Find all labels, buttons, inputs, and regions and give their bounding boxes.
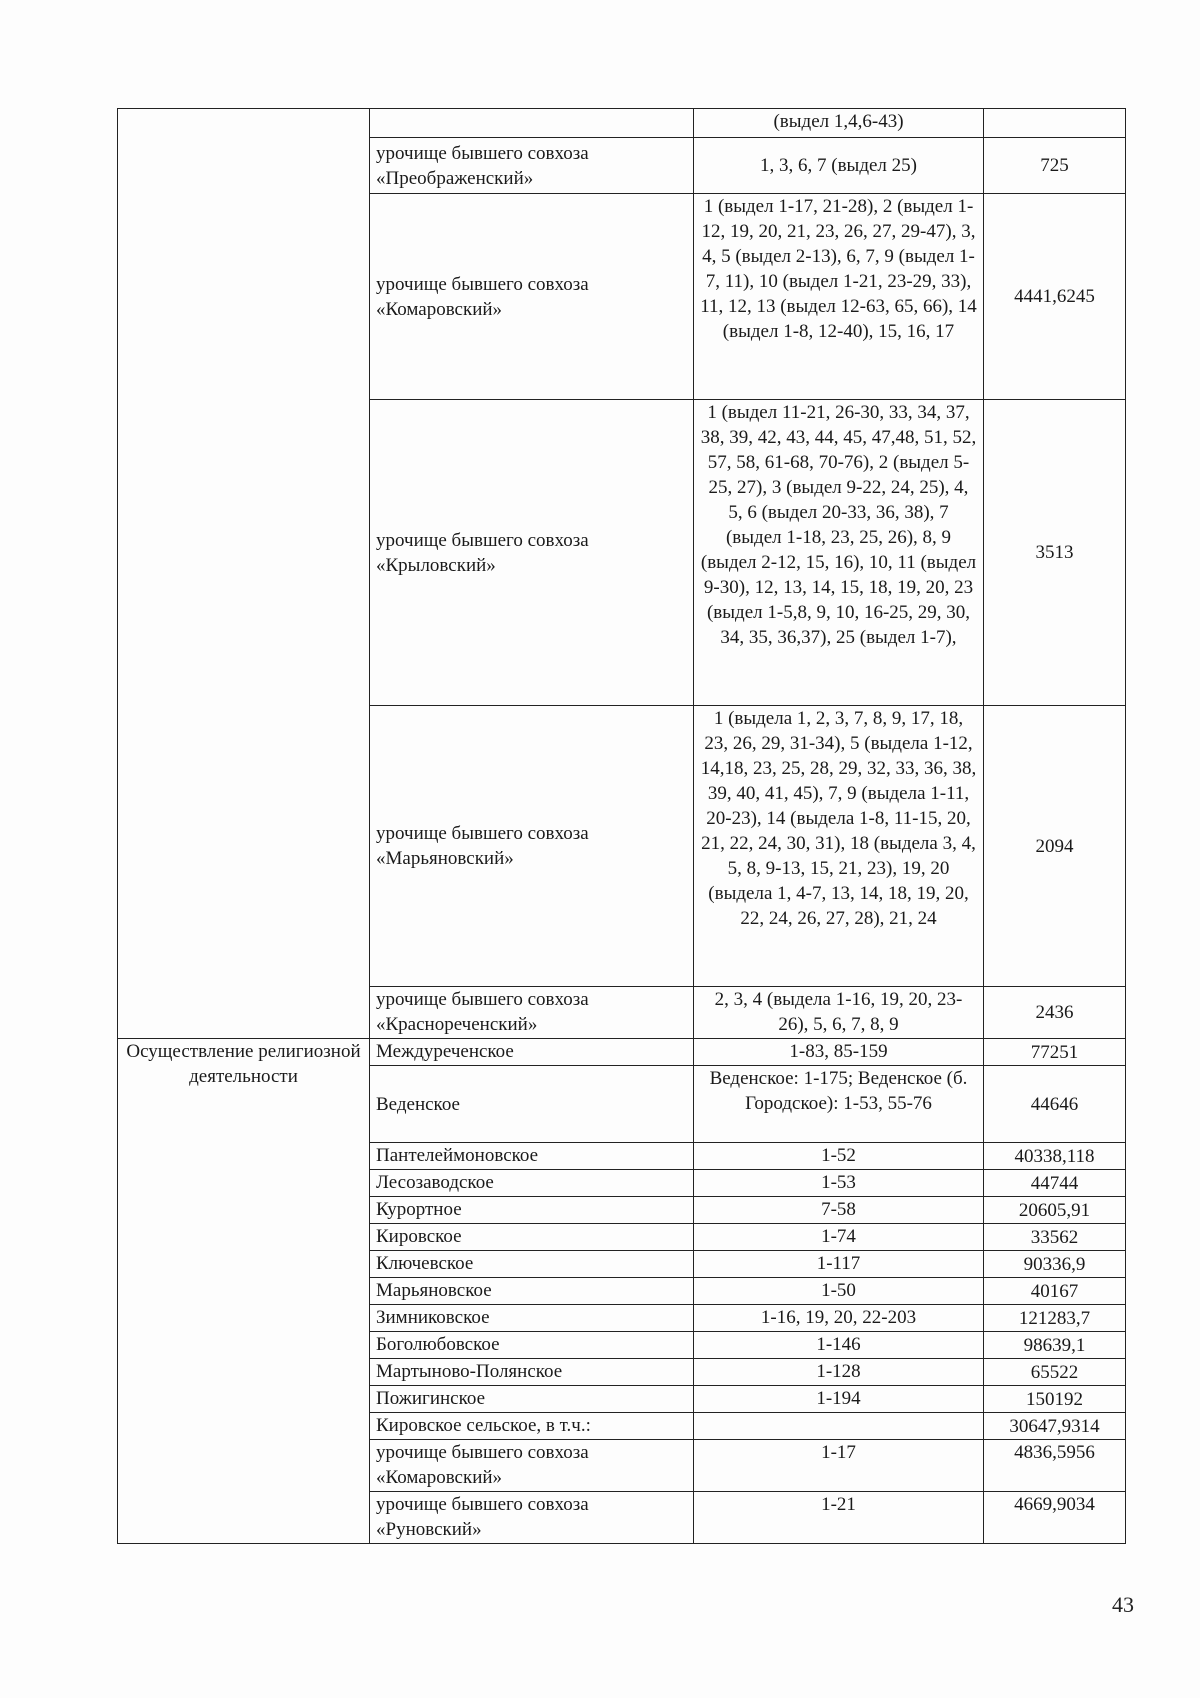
plots-cell: 1, 3, 6, 7 (выдел 25) [694, 138, 984, 194]
name-cell: Пантелеймоновское [370, 1143, 694, 1170]
activity-cell [118, 109, 370, 1039]
plots-cell: 1-194 [694, 1386, 984, 1413]
name-cell: Лесозаводское [370, 1170, 694, 1197]
area-cell: 40167 [984, 1278, 1126, 1305]
name-cell: урочище бывшего совхоза «Крыловский» [370, 400, 694, 706]
plots-cell: 1-117 [694, 1251, 984, 1278]
name-cell: Междуреченское [370, 1039, 694, 1066]
plots-cell: 1-52 [694, 1143, 984, 1170]
name-cell: урочище бывшего совхоза «Комаровский» [370, 194, 694, 400]
name-cell: Марьяновское [370, 1278, 694, 1305]
plots-cell: 1 (выдела 1, 2, 3, 7, 8, 9, 17, 18, 23, 26, 29, 31-34), 5 (выдела 1-12, 14,18, 23, 25, 28, 29, 32, 33, 36, 38, 39, 40, 41, 45), 7, 9 (выдела 1-11, 20-23), 14 (выдела 1-8, 11-15, 20, 21, 22, 24, 30, 31), 18 (выдела 3, 4, 5, 8, 9-13, 15, 21, 23), 19, 20 (выдела 1, 4-7, 13, 14, 18, 19, 20, 22, 24, 26, 27, 28), 21, 24 [694, 706, 984, 987]
plots-cell: 1-16, 19, 20, 22-203 [694, 1305, 984, 1332]
name-cell: Пожигинское [370, 1386, 694, 1413]
land-plots-table [117, 108, 1126, 1544]
plots-cell: 1-128 [694, 1359, 984, 1386]
area-cell: 77251 [984, 1039, 1126, 1066]
plots-cell: 1 (выдел 11-21, 26-30, 33, 34, 37, 38, 39, 42, 43, 44, 45, 47,48, 51, 52, 57, 58, 61-68, 70-76), 2 (выдел 5-25, 27), 3 (выдел 9-22, 24, 25), 4, 5, 6 (выдел 20-33, 36, 38), 7 (выдел 1-18, 23, 25, 26), 8, 9 (выдел 2-12, 15, 16), 10, 11 (выдел 9-30), 12, 13, 14, 15, 18, 19, 20, 23 (выдел 1-5,8, 9, 10, 16-25, 29, 30, 34, 35, 36,37), 25 (выдел 1-7), [694, 400, 984, 706]
plots-cell: 7-58 [694, 1197, 984, 1224]
area-cell [984, 109, 1126, 138]
plots-cell: 1-146 [694, 1332, 984, 1359]
area-cell: 121283,7 [984, 1305, 1126, 1332]
area-cell: 150192 [984, 1386, 1126, 1413]
name-cell: Зимниковское [370, 1305, 694, 1332]
area-cell: 90336,9 [984, 1251, 1126, 1278]
area-cell: 44646 [984, 1066, 1126, 1143]
activity-cell: Осуществление религиозной деятельности [118, 1039, 370, 1544]
name-cell: урочище бывшего совхоза «Преображенский» [370, 138, 694, 194]
plots-cell: 1-74 [694, 1224, 984, 1251]
plots-cell: 1 (выдел 1-17, 21-28), 2 (выдел 1-12, 19, 20, 21, 23, 26, 27, 29-47), 3, 4, 5 (выдел 2-13), 6, 7, 9 (выдел 1-7, 11), 10 (выдел 1-21, 23-29, 33), 11, 12, 13 (выдел 12-63, 65, 66), 14 (выдел 1-8, 12-40), 15, 16, 17 [694, 194, 984, 400]
area-cell: 40338,118 [984, 1143, 1126, 1170]
page-number: 43 [1112, 1592, 1134, 1617]
name-cell: Кировское сельское, в т.ч.: [370, 1413, 694, 1440]
area-cell: 44744 [984, 1170, 1126, 1197]
area-cell: 3513 [984, 400, 1126, 706]
plots-cell: 2, 3, 4 (выдела 1-16, 19, 20, 23-26), 5, 6, 7, 8, 9 [694, 987, 984, 1039]
plots-cell [694, 1413, 984, 1440]
name-cell: Кировское [370, 1224, 694, 1251]
area-cell: 2094 [984, 706, 1126, 987]
name-cell: урочище бывшего совхоза «Комаровский» [370, 1440, 694, 1492]
name-cell: Мартыново-Полянское [370, 1359, 694, 1386]
name-cell: урочище бывшего совхоза «Краснореченский» [370, 987, 694, 1039]
area-cell: 33562 [984, 1224, 1126, 1251]
area-cell: 30647,9314 [984, 1413, 1126, 1440]
name-cell: Веденское [370, 1066, 694, 1143]
area-cell: 20605,91 [984, 1197, 1126, 1224]
area-cell: 4836,5956 [984, 1440, 1126, 1492]
area-cell: 4669,9034 [984, 1492, 1126, 1544]
area-cell: 4441,6245 [984, 194, 1126, 400]
name-cell: Ключевское [370, 1251, 694, 1278]
plots-cell: 1-17 [694, 1440, 984, 1492]
area-cell: 65522 [984, 1359, 1126, 1386]
plots-cell: Веденское: 1-175; Веденское (б. Городское): 1-53, 55-76 [694, 1066, 984, 1143]
name-cell: Курортное [370, 1197, 694, 1224]
table-row [118, 109, 1126, 138]
table-row [118, 1039, 1126, 1066]
plots-cell: 1-83, 85-159 [694, 1039, 984, 1066]
plots-cell: (выдел 1,4,6-43) [694, 109, 984, 138]
name-cell: урочище бывшего совхоза «Марьяновский» [370, 706, 694, 987]
plots-cell: 1-53 [694, 1170, 984, 1197]
name-cell: урочище бывшего совхоза «Руновский» [370, 1492, 694, 1544]
area-cell: 725 [984, 138, 1126, 194]
plots-cell: 1-50 [694, 1278, 984, 1305]
plots-cell: 1-21 [694, 1492, 984, 1544]
area-cell: 98639,1 [984, 1332, 1126, 1359]
name-cell [370, 109, 694, 138]
name-cell: Боголюбовское [370, 1332, 694, 1359]
area-cell: 2436 [984, 987, 1126, 1039]
